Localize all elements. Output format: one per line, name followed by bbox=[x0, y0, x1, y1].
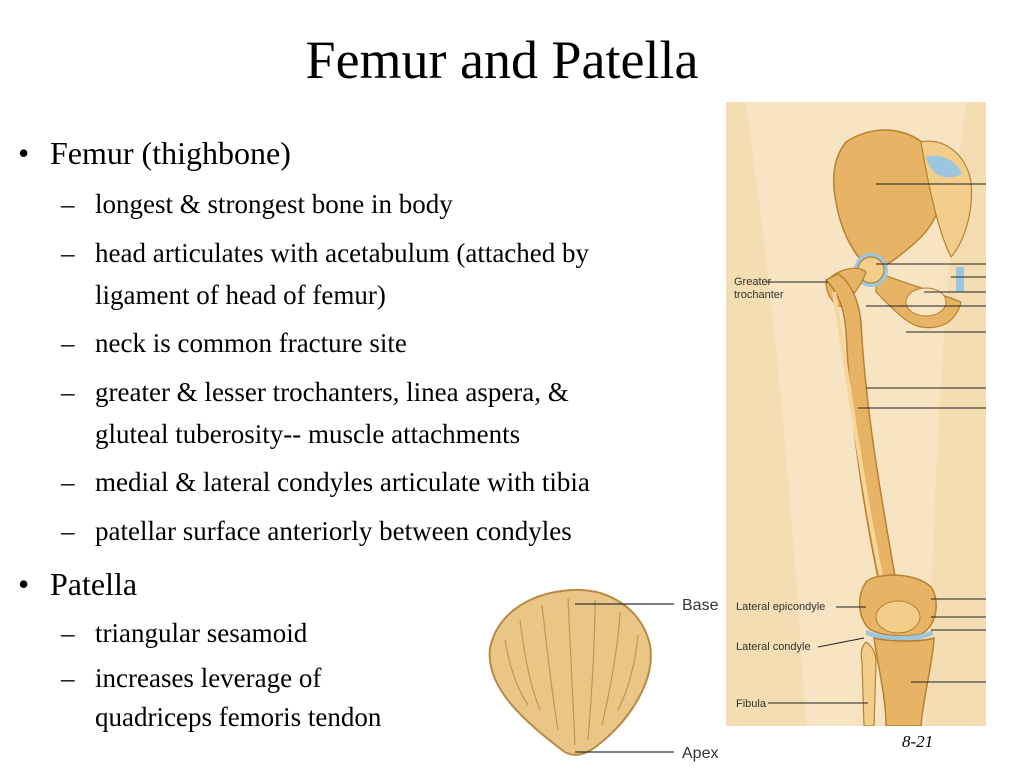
dash: – bbox=[61, 467, 75, 497]
dash: – bbox=[61, 377, 75, 407]
sub-bullet-continuation bbox=[95, 274, 735, 316]
label-fibula: Fibula bbox=[736, 698, 766, 710]
sub-bullet-text: ligament of head of femur) bbox=[95, 280, 386, 310]
sub-bullet bbox=[61, 183, 735, 225]
bullet-text: Patella bbox=[50, 566, 138, 602]
sub-bullet bbox=[61, 371, 735, 413]
bullet-femur bbox=[18, 135, 291, 172]
sub-bullet-text: head articulates with acetabulum (attached by bbox=[95, 238, 590, 268]
sub-bullet bbox=[61, 232, 735, 274]
dash: – bbox=[61, 516, 75, 546]
label-greater: Greater bbox=[734, 276, 772, 288]
patella-bone bbox=[490, 590, 651, 755]
patella-knee bbox=[876, 601, 920, 633]
sub-bullet-continuation bbox=[95, 696, 475, 738]
sub-bullet-text: medial & lateral condyles articulate with tibia bbox=[95, 467, 590, 497]
sub-bullet-text: patellar surface anteriorly between condyles bbox=[95, 516, 572, 546]
bullet-text: Femur (thighbone) bbox=[50, 135, 291, 171]
sub-bullet bbox=[61, 461, 735, 503]
sub-bullet-text: triangular sesamoid bbox=[95, 618, 308, 648]
sub-bullet bbox=[61, 322, 735, 364]
slide-title: Femur and Patella bbox=[305, 30, 699, 90]
dash: – bbox=[61, 189, 75, 219]
sub-bullet-text: longest & strongest bone in body bbox=[95, 189, 453, 219]
pubic-symphysis bbox=[956, 267, 964, 292]
sub-bullet-text: neck is common fracture site bbox=[95, 328, 407, 358]
page-number: 8-21 bbox=[902, 732, 934, 751]
sub-bullet bbox=[61, 657, 475, 699]
sub-bullet-text: quadriceps femoris tendon bbox=[95, 702, 382, 732]
dash: – bbox=[61, 328, 75, 358]
sub-bullet-text: gluteal tuberosity-- muscle attachments bbox=[95, 419, 521, 449]
bullet-dot: • bbox=[18, 566, 30, 602]
dash: – bbox=[61, 663, 75, 693]
bullet-dot: • bbox=[18, 135, 30, 171]
label-apex: Apex bbox=[682, 745, 719, 762]
sub-bullet-continuation bbox=[95, 413, 735, 455]
dash: – bbox=[61, 618, 75, 648]
sub-bullet-text: increases leverage of bbox=[95, 663, 322, 693]
patella-illustration bbox=[480, 580, 724, 768]
sub-bullet bbox=[61, 612, 475, 654]
label-lateral-condyle: Lateral condyle bbox=[736, 641, 811, 653]
label-trochanter: trochanter bbox=[734, 289, 784, 301]
sub-bullet bbox=[61, 510, 735, 552]
label-base: Base bbox=[682, 597, 719, 614]
bullet-patella bbox=[18, 566, 138, 603]
femur-illustration bbox=[726, 102, 986, 726]
dash: – bbox=[61, 238, 75, 268]
fibula-bone bbox=[861, 642, 876, 726]
sub-bullet-text: greater & lesser trochanters, linea aspera, & bbox=[95, 377, 569, 407]
label-lateral-epicondyle: Lateral epicondyle bbox=[736, 601, 826, 613]
